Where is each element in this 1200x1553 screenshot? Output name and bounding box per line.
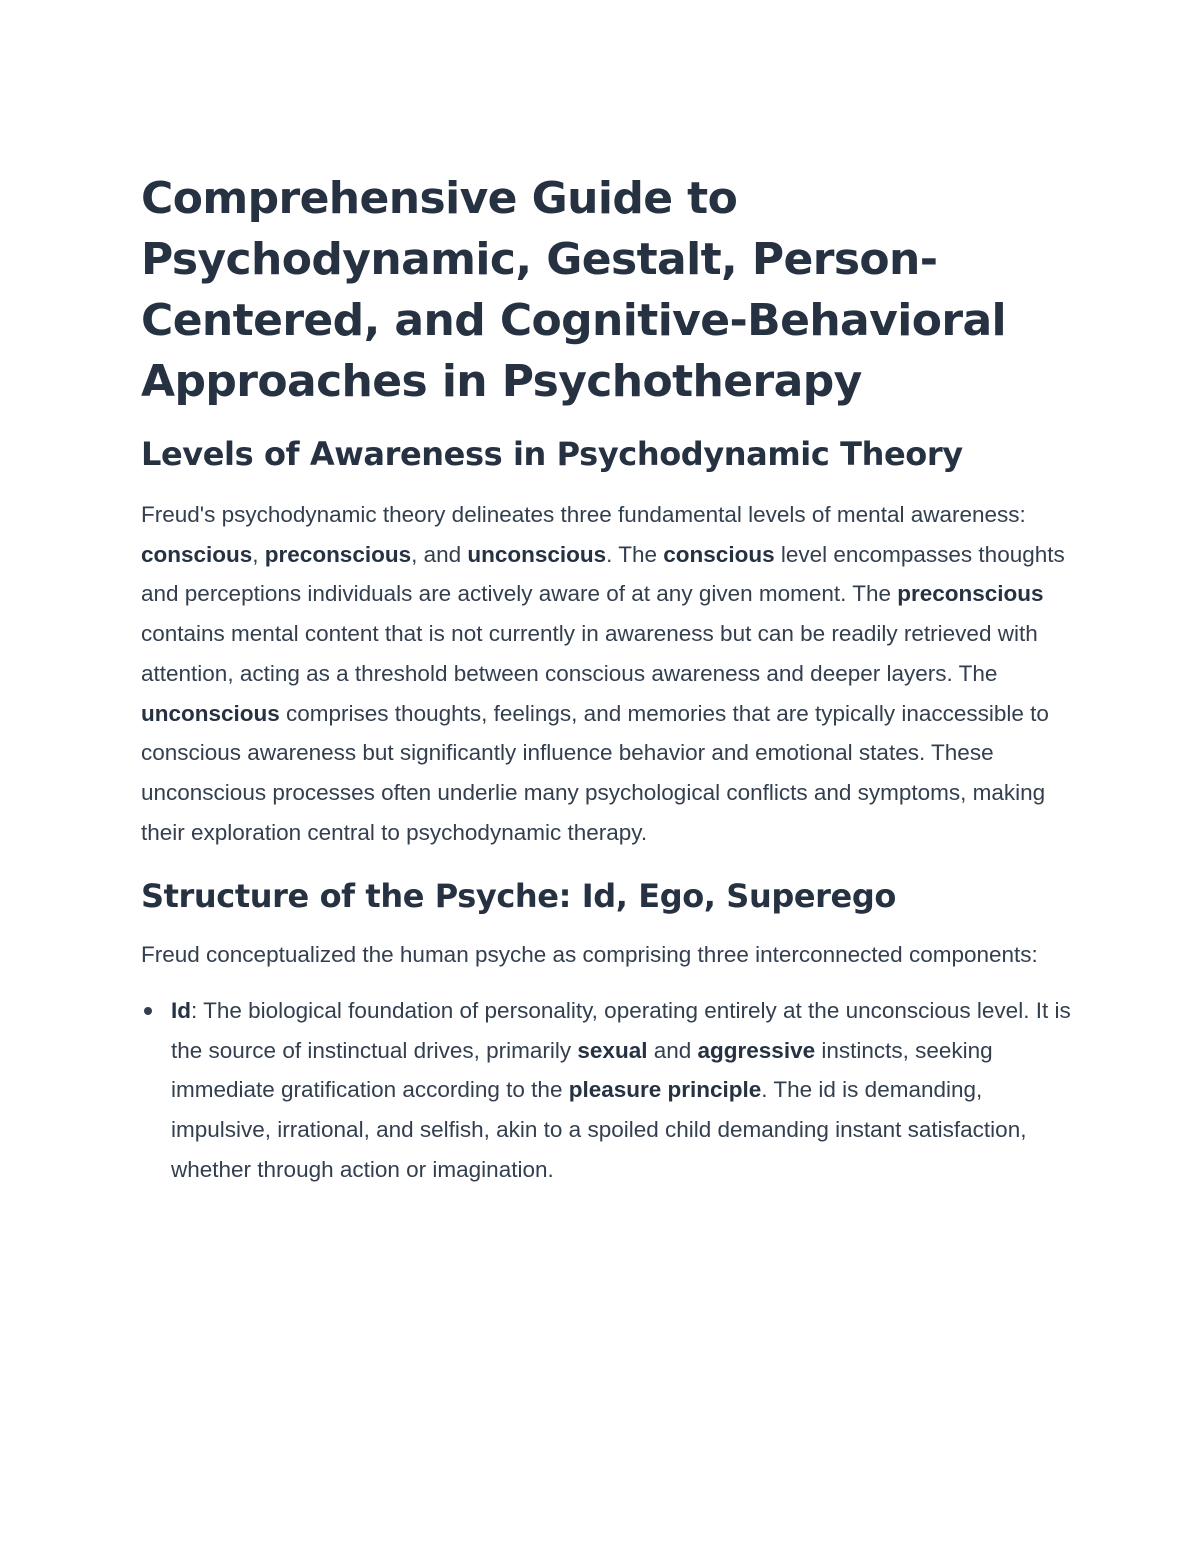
- psyche-components-list: [141, 991, 1071, 1190]
- bullet-dot-icon: [144, 1007, 152, 1015]
- section-heading-structure-of-psyche: Structure of the Psyche: Id, Ego, Superego: [141, 877, 896, 916]
- paragraph-levels-of-awareness: Freud's psychodynamic theory delineates three fundamental levels of mental awareness: conscious, preconscious, and unconscious. The conscious level encompasses thoughts and perceptions individuals are actively aware of at any given moment. The preconscious contains mental content that is not currently in awareness but can be readily retrieved with attention, acting as a threshold between conscious awareness and deeper layers. The unconscious comprises thoughts, feelings, and memories that are typically inaccessible to conscious awareness but significantly influence behavior and emotional states. These unconscious processes often underlie many psychological conflicts and symptoms, making their exploration central to psychodynamic therapy.: [141, 502, 1065, 845]
- document-page: [141, 168, 1071, 1190]
- section-heading-levels-of-awareness: Levels of Awareness in Psychodynamic Theory: [141, 435, 963, 473]
- paragraph-structure-intro: Freud conceptualized the human psyche as comprising three interconnected components:: [141, 942, 1038, 968]
- list-item-id: Id: The biological foundation of personality, operating entirely at the unconscious level. It is the source of instinctual drives, primarily sexual and aggressive instincts, seeking immediate gratification according to the pleasure principle. The id is demanding, impulsive, irrational, and selfish, akin to a spoiled child demanding instant satisfaction, whether through action or imagination.: [141, 991, 1071, 1190]
- document-title: Comprehensive Guide to Psychodynamic, Gestalt, Person-Centered, and Cognitive-Behavioral Approaches in Psychotherapy: [141, 173, 1007, 407]
